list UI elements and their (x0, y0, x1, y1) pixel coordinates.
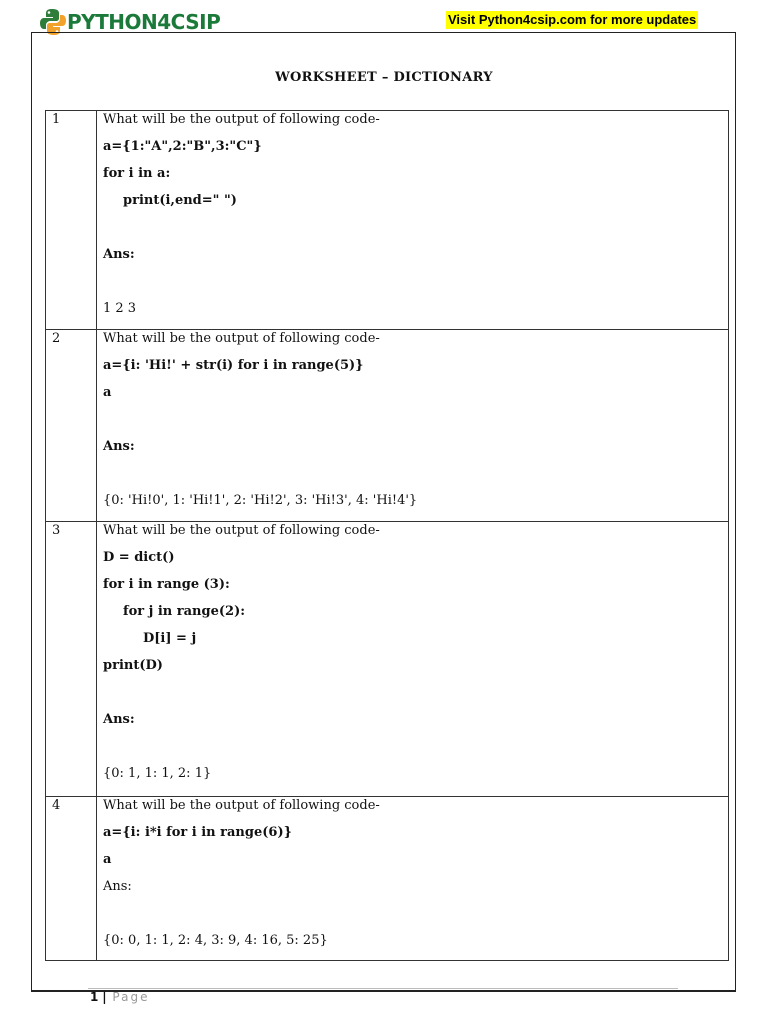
answer-text: {0: 0, 1: 1, 2: 4, 3: 9, 4: 16, 5: 25} (103, 933, 328, 948)
code-line: for j in range(2): (123, 604, 246, 619)
question-prompt: What will be the output of following code- (103, 331, 380, 346)
question-row (46, 522, 729, 797)
spacer (103, 684, 728, 711)
code-line: D[i] = j (143, 631, 197, 646)
answer-label: Ans: (103, 439, 135, 454)
code-line: D = dict() (103, 550, 175, 565)
code-line: for i in a: (103, 166, 171, 181)
answer-label: Ans: (103, 879, 132, 894)
page-label: Page (112, 990, 150, 1004)
spacer (103, 905, 728, 932)
answer-label: Ans: (103, 712, 135, 727)
code-line: a (103, 385, 112, 400)
question-cell (97, 330, 729, 522)
code-line: print(D) (103, 658, 163, 673)
website-banner[interactable]: Visit Python4csip.com for more updates (448, 12, 697, 27)
answer-text: {0: 'Hi!0', 1: 'Hi!1', 2: 'Hi!2', 3: 'Hi!3', 4: 'Hi!4'} (103, 493, 418, 508)
question-prompt: What will be the output of following code- (103, 523, 380, 538)
worksheet-table (45, 110, 729, 961)
code-line: a (103, 852, 112, 867)
answer-text: {0: 1, 1: 1, 2: 1} (103, 766, 212, 781)
question-prompt: What will be the output of following code- (103, 112, 380, 127)
question-number: 1 (46, 111, 97, 330)
spacer (103, 738, 728, 765)
question-row (46, 797, 729, 961)
answer-text: 1 2 3 (103, 301, 137, 316)
code-line: a={i: i*i for i in range(6)} (103, 825, 292, 840)
question-number: 3 (46, 522, 97, 797)
page-number: 1 (90, 990, 99, 1004)
logo-text: PYTHON4CSIP (67, 10, 221, 34)
spacer (103, 465, 728, 492)
spacer (103, 411, 728, 438)
page-footer (90, 990, 149, 1004)
spacer (103, 273, 728, 300)
question-prompt: What will be the output of following code- (103, 798, 380, 813)
answer-label: Ans: (103, 247, 135, 262)
question-row (46, 111, 729, 330)
footer-rule (88, 988, 678, 989)
spacer (103, 219, 728, 246)
question-number: 2 (46, 330, 97, 522)
code-line: a={i: 'Hi!' + str(i) for i in range(5)} (103, 358, 364, 373)
question-cell (97, 797, 729, 961)
code-line: print(i,end=" ") (123, 193, 237, 208)
code-line: a={1:"A",2:"B",3:"C"} (103, 139, 262, 154)
question-row (46, 330, 729, 522)
code-line: for i in range (3): (103, 577, 230, 592)
footer-separator: | (102, 990, 107, 1004)
question-cell (97, 522, 729, 797)
worksheet-title: WORKSHEET – DICTIONARY (275, 70, 493, 85)
question-cell (97, 111, 729, 330)
question-number: 4 (46, 797, 97, 961)
